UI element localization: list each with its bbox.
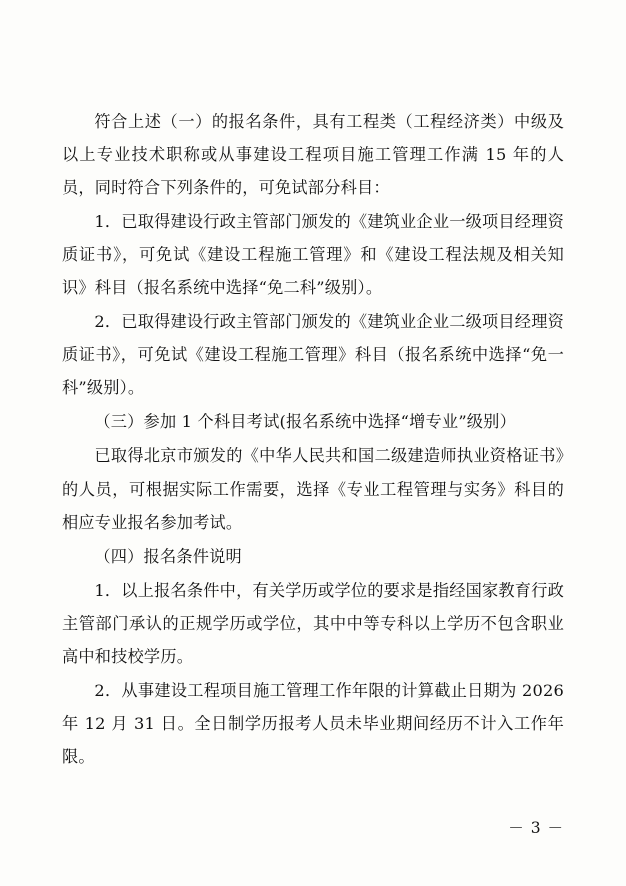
paragraph: 1．以上报名条件中，有关学历或学位的要求是指经国家教育行政主管部门承认的正规学历或学位，其中中等专科以上学历不包含职业高中和技校学历。 xyxy=(62,580,564,666)
page-number: － 3 － xyxy=(508,819,564,837)
paragraph: 已取得北京市颁发的《中华人民共和国二级建造师执业资格证书》的人员，可根据实际工作需要，选择《专业工程管理与实务》科目的相应专业报名参加考试。 xyxy=(62,446,564,532)
paragraph: （三）参加 1 个科目考试(报名系统中选择“增专业”级别） xyxy=(94,412,516,432)
document-body xyxy=(62,105,564,773)
paragraph: 符合上述（一）的报名条件，具有工程类（工程经济类）中级及以上专业技术职称或从事建设工程项目施工管理工作满 15 年的人员，同时符合下列条件的，可免试部分科目： xyxy=(62,112,564,198)
paragraph: 1．已取得建设行政主管部门颁发的《建筑业企业一级项目经理资质证书》，可免试《建设工程施工管理》和《建设工程法规及相关知识》科目（报名系统中选择“免二科”级别）。 xyxy=(62,212,564,298)
paragraph: （四）报名条件说明 xyxy=(94,546,242,566)
paragraph: 2．从事建设工程项目施工管理工作年限的计算截止日期为 2026 年 12 月 31 日。全日制学历报考人员未毕业期间经历不计入工作年限。 xyxy=(62,680,564,766)
paragraph: 2．已取得建设行政主管部门颁发的《建筑业企业二级项目经理资质证书》，可免试《建设工程施工管理》科目（报名系统中选择“免一科”级别）。 xyxy=(62,312,564,398)
